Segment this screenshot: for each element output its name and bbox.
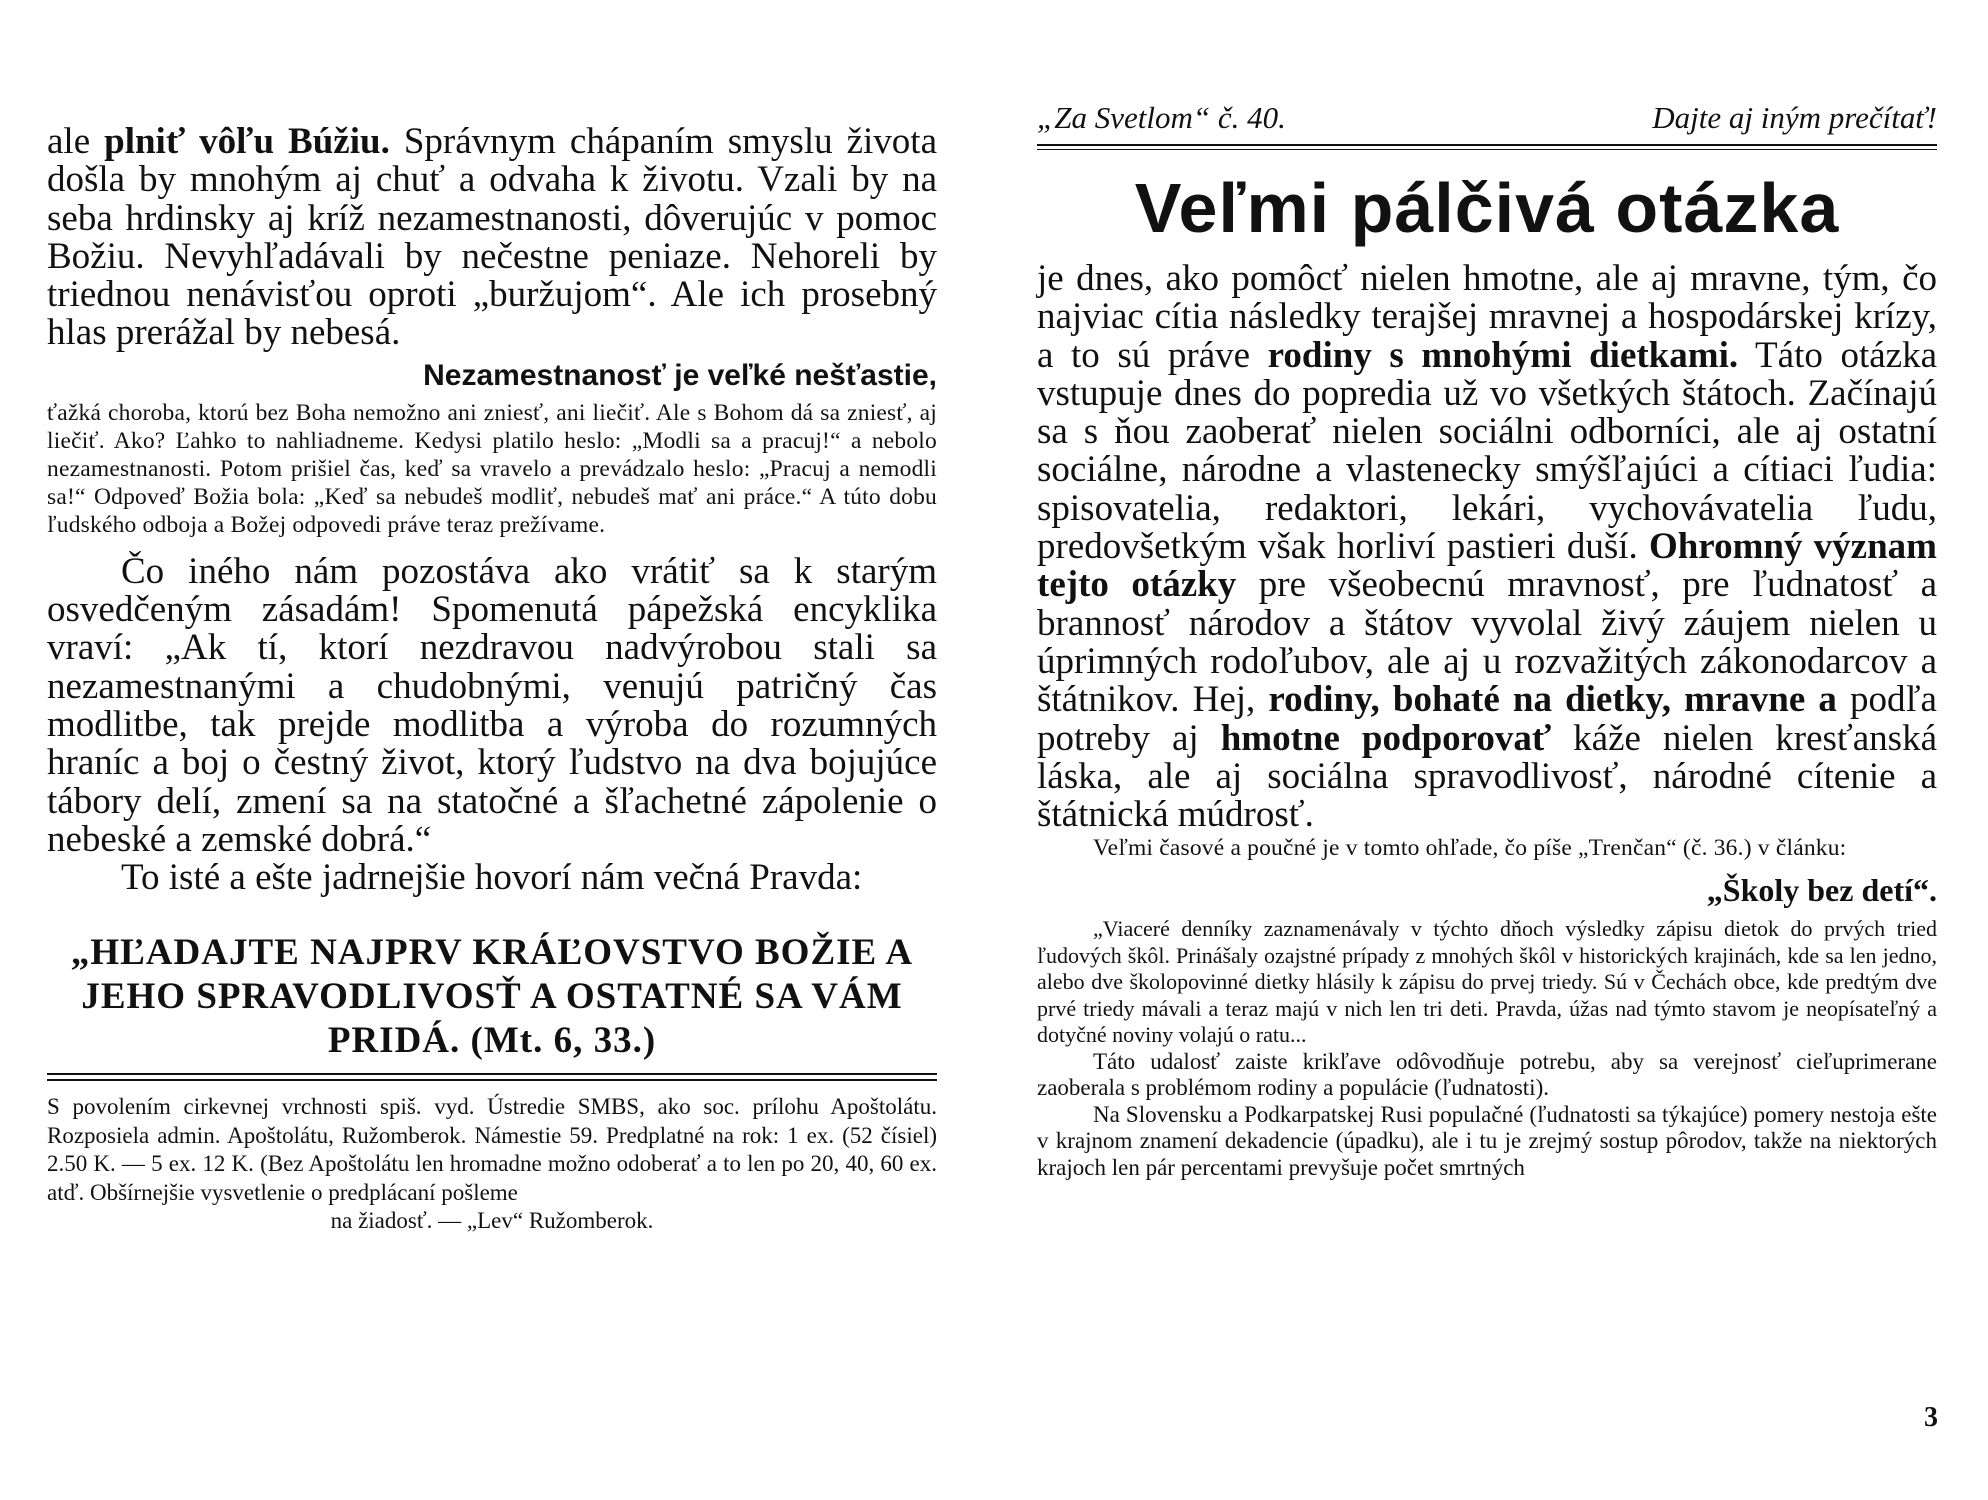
right-page [1037,100,1937,1181]
text-run: Táto otázka vstupuje dnes do popredia už vo všetkých štátoch. Začínajú sa s ňou zaoberať nielen sociálni odborníci, ale aj ostatní sociálne, národne a vlastenecky smýšľajúci a cítiaci ľudia: spisovatelia, redaktori, lekári, vychovávatelia ľudu, predovšetkým však horliví pastieri duší. [1037,334,1937,568]
bold-run: plniť vôľu Búžiu. [104,121,390,162]
text-run: Správnym chápaním smyslu života došla by mnohým aj chuť a odvaha k životu. Vzali by na seba hrdinsky aj kríž nezamestnanosti, dôverujúc v pomoc Božiu. Nevyhľadávali by nečestne peniaze. Nehoreli by triednou nenávisťou oproti „buržujom“. Ale ich prosebný hlas prerážal by nebesá. [47,121,937,354]
header-rule [1037,149,1937,150]
bold-run: hmotne podporovať [1220,717,1552,759]
right-paragraph-4: Táto udalosť zaiste krikľave odôvodňuje potrebu, aby sa verejnosť cieľuprimerane zaoberala s problémom rodiny a populácie (ľudnatosti). [1037,1048,1937,1101]
imprint-footer-last-line: na žiadosť. — „Lev“ Ružomberok. [330,1208,654,1234]
left-page [47,123,937,1236]
text-run: pre všeobecnú mravnosť, pre ľudnatosť a brannosť národov a štátov vyvolal živý záujem nielen u úprimných rodoľubov, ale aj u rozvažitých zákonodarcov a štátnikov. Hej, [1037,564,1937,721]
running-header-publication: „Za Svetlom“ č. 40. [1037,100,1286,135]
left-paragraph-3: To isté a ešte jadrnejšie hovorí nám večná Pravda: [121,857,863,899]
page-number: 3 [1924,1402,1938,1433]
bold-run: rodiny s mnohými dietkami. [1267,334,1739,376]
text-run: káže nielen kresťanská láska, ale aj sociálna spravodlivosť, národné cítenie a štátnická múdrosť. [1037,717,1937,836]
article-subheading: „Školy bez detí“. [1706,872,1937,909]
left-paragraph-2: Čo iného nám pozostáva ako vrátiť sa k starým osvedčeným zásadám! Spomenutá pápežská encyklika vraví: „Ak tí, ktorí nezdravou nadvýrobou stali sa nezamestnanými a chudobnými, venujú patričný čas modlitbe, tak prejde modlitba a výroba do rozumných hraníc a boj o čestný život, ktorý ľudstvo na dva bojujúce tábory delí, zmení sa na statočné a šľachetné zápolenie o nebeské a zemské dobrá.“ [47,550,937,860]
bold-run: rodiny, bohaté na dietky, mravne a [1268,679,1837,721]
imprint-footer: S povolením cirkevnej vrchnosti spiš. vyd. Ústredie SMBS, ako soc. prílohu Apoštolátu. Rozposiela admin. Apoštolátu, Ružomberok. Námestie 59. Predplatné na rok: 1 ex. (52 čísiel) 2.50 K. — 5 ex. 12 K. (Bez Apoštolátu len hromadne možno odoberať a to len po 20, 40, 60 ex. atď. Obšírnejšie vysvetlenie o predplácaní pošleme [47,1094,937,1205]
left-small-paragraph: ťažká choroba, ktorú bez Boha nemožno ani zniesť, ani liečiť. Ale s Bohom dá sa zniesť, aj liečiť. Ako? Ľahko to nahliadneme. Kedysi platilo heslo: „Modli sa a pracuj!“ a nebolo nezamestnanosti. Potom prišiel čas, keď sa vravelo a prevádzalo heslo: „Pracuj a nemodli sa!“ Odpoveď Božia bola: „Keď sa nebudeš modliť, nebudeš mať ani práce.“ A túto dobu ľudského odboja a Božej odpovedi práve teraz prežívame. [47,399,937,538]
article-title: Veľmi pálčivá otázka [1134,169,1840,247]
text-run: je dnes, ako pomôcť nielen hmotne, ale aj mravne, tým, čo najviac cítia následky terajšej mravnej a hospodárskej krízy, a to sú práve [1037,258,1937,376]
bold-run: Ohromný význam tejto otázky [1037,526,1937,606]
left-heading: Nezamestnanosť je veľké nešťastie, [423,358,937,392]
footer-divider [47,1073,937,1081]
running-header [1037,100,1937,146]
text-run: ale [47,121,105,162]
right-paragraph-1 [1037,260,1937,834]
text-run: podľa potreby aj [1037,679,1937,759]
running-header-motto: Dajte aj iným prečítať! [1652,100,1937,135]
right-paragraph-5: Na Slovensku a Podkarpatskej Rusi populačné (ľudnatosti sa týkajúce) pomery nestoja ešte v krajnom znamení dekadencie (úpadku), ale i tu je zrejmý sostup pôrodov, takže na niektorých krajoch len pár percentami prevyšuje počet smrtných [1037,1101,1937,1180]
right-paragraph-3: „Viaceré denníky zaznamenávaly v týchto dňoch výsledky zápisu dietok do prvých tried ľudových škôl. Prinášaly ozajstné prípady z mnohých škôl v historických krajinách, kde sa len jedno, alebo dve školopovinné dietky hlásily k zápisu do prvej triedy. Sú v Čechách obce, kde predtým dve prvé triedy mávali a teraz majú v nich len tri deti. Pravda, úžas nad týmto stavom je neopísateľný a dotyčné noviny volajú o ratu... [1037,916,1937,1048]
right-paragraph-2: Veľmi časové a poučné je v tomto ohľade, čo píše „Trenčan“ (č. 36.) v článku: [1093,835,1847,862]
scripture-quote: „HĽADAJTE NAJPRV KRÁĽOVSTVO BOŽIE A JEHO SPRAVODLIVOSŤ A OSTATNÉ SA VÁM PRIDÁ. (Mt. 6, 33.) [70,932,914,1062]
left-paragraph-1 [47,123,937,353]
